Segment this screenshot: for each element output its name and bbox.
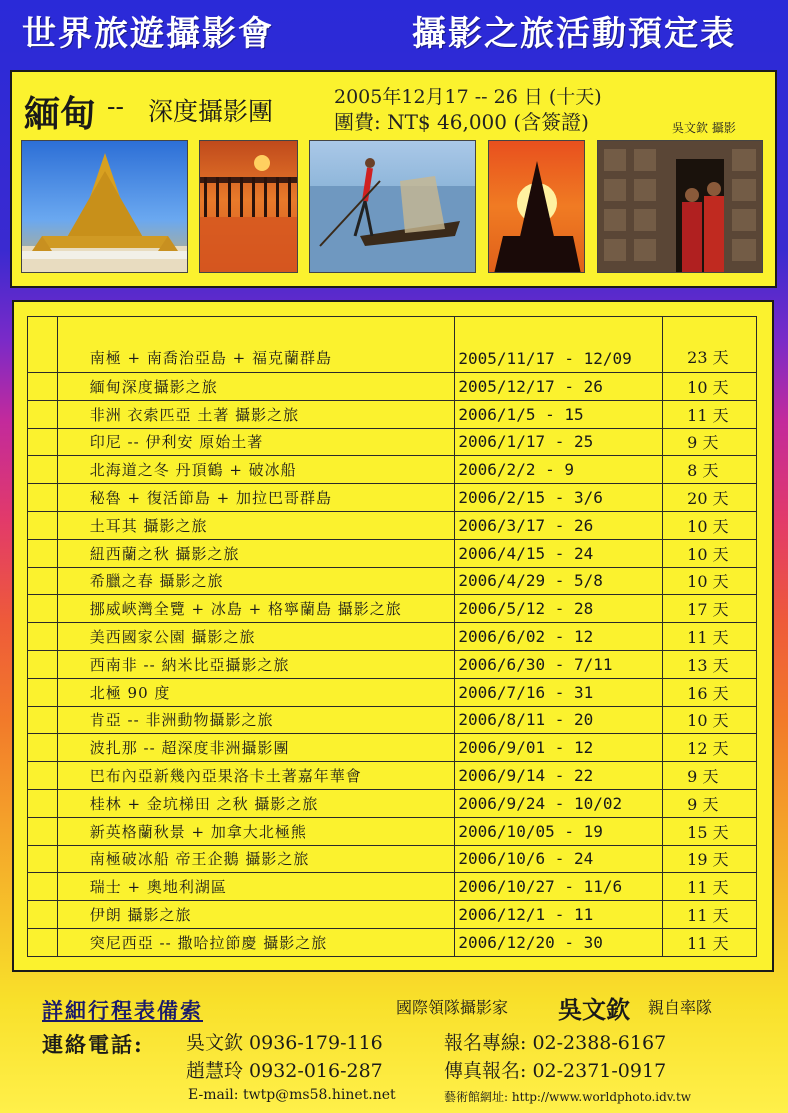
row-marker-cell [28, 817, 58, 845]
row-marker-cell [28, 734, 58, 762]
schedule-row [28, 789, 757, 817]
tour-duration-cell: 9 天 [663, 762, 757, 790]
tour-dates-cell: 2006/4/15 - 24 [455, 539, 663, 567]
tour-name-cell: 西南非 -- 納米比亞攝影之旅 [57, 650, 455, 678]
tour-name-cell: 北海道之冬 丹頂鶴 + 破冰船 [57, 456, 455, 484]
row-marker-cell [28, 373, 58, 401]
tour-dates-cell: 2006/12/20 - 30 [455, 928, 663, 956]
tour-name-cell: 緬甸深度攝影之旅 [57, 373, 455, 401]
schedule-row [28, 623, 757, 651]
schedule-row [28, 928, 757, 956]
schedule-row [28, 873, 757, 901]
photographer-credit: 吳文欽 攝影 [672, 121, 736, 135]
tour-name-cell: 希臘之春 攝影之旅 [57, 567, 455, 595]
tour-duration-cell: 8 天 [663, 456, 757, 484]
tour-dates-cell: 2005/12/17 - 26 [455, 373, 663, 401]
schedule-row [28, 762, 757, 790]
tour-duration-cell: 11 天 [663, 901, 757, 929]
tour-dates-cell: 2006/4/29 - 5/8 [455, 567, 663, 595]
schedule-row [28, 901, 757, 929]
tour-dates-cell: 2006/2/15 - 3/6 [455, 484, 663, 512]
tour-dates-cell: 2006/1/17 - 25 [455, 428, 663, 456]
featured-tour-dates: 2005年12月17 -- 26 日 (十天) [334, 86, 602, 108]
tour-duration-cell: 23 天 [663, 317, 757, 373]
tour-duration-cell: 11 天 [663, 873, 757, 901]
tour-name-cell: 肯亞 -- 非洲動物攝影之旅 [57, 706, 455, 734]
tour-dates-cell: 2006/6/02 - 12 [455, 623, 663, 651]
tour-name-cell: 新英格蘭秋景 + 加拿大北極熊 [57, 817, 455, 845]
row-marker-cell [28, 484, 58, 512]
tour-dates-cell: 2006/9/01 - 12 [455, 734, 663, 762]
bridge-sunset-photo [199, 140, 298, 273]
tour-duration-cell: 10 天 [663, 706, 757, 734]
tour-duration-cell: 11 天 [663, 928, 757, 956]
row-marker-cell [28, 428, 58, 456]
row-marker-cell [28, 789, 58, 817]
row-marker-cell [28, 845, 58, 873]
row-marker-cell [28, 595, 58, 623]
tour-duration-cell: 19 天 [663, 845, 757, 873]
tour-name-cell: 北極 90 度 [57, 678, 455, 706]
leader-name: 吳文欽 [558, 995, 630, 1024]
schedule-row [28, 706, 757, 734]
tour-name-cell: 巴布內亞新幾內亞果洛卡土著嘉年華會 [57, 762, 455, 790]
contact-phone-label: 連絡電話: [42, 1032, 144, 1057]
row-marker-cell [28, 650, 58, 678]
tour-duration-cell: 9 天 [663, 789, 757, 817]
row-marker-cell [28, 317, 58, 373]
schedule-row [28, 373, 757, 401]
leader-suffix: 親自率隊 [648, 998, 713, 1017]
schedule-row [28, 456, 757, 484]
tour-duration-cell: 17 天 [663, 595, 757, 623]
row-marker-cell [28, 678, 58, 706]
schedule-row [28, 817, 757, 845]
golden-pagoda-photo [21, 140, 188, 273]
contact-email[interactable]: E-mail: twtp@ms58.hinet.net [188, 1087, 396, 1103]
row-marker-cell [28, 539, 58, 567]
tour-dates-cell: 2006/9/14 - 22 [455, 762, 663, 790]
temple-sunset-photo [488, 140, 585, 273]
tour-name-cell: 瑞士 + 奧地利湖區 [57, 873, 455, 901]
tour-name-cell: 伊朗 攝影之旅 [57, 901, 455, 929]
tour-name-cell: 紐西蘭之秋 攝影之旅 [57, 539, 455, 567]
row-marker-cell [28, 623, 58, 651]
itinerary-available-heading: 詳細行程表備索 [42, 998, 203, 1023]
tour-name-cell: 波扎那 -- 超深度非洲攝影團 [57, 734, 455, 762]
schedule-row [28, 650, 757, 678]
tour-dates-cell: 2006/1/5 - 15 [455, 400, 663, 428]
featured-tour-subtitle: 深度攝影團 [148, 97, 274, 126]
tour-name-cell: 突尼西亞 -- 撒哈拉節慶 攝影之旅 [57, 928, 455, 956]
tour-duration-cell: 13 天 [663, 650, 757, 678]
tour-dates-cell: 2006/7/16 - 31 [455, 678, 663, 706]
row-marker-cell [28, 873, 58, 901]
featured-tour-title: 緬甸 [24, 93, 97, 135]
schedule-row [28, 539, 757, 567]
tour-duration-cell: 10 天 [663, 567, 757, 595]
schedule-row [28, 484, 757, 512]
row-marker-cell [28, 456, 58, 484]
contact-phone-1: 吳文欽 0936-179-116 [186, 1032, 383, 1054]
tour-dates-cell: 2006/10/27 - 11/6 [455, 873, 663, 901]
fisherman-photo [309, 140, 476, 273]
website-url[interactable]: 藝術館網址: http://www.worldphoto.idv.tw [444, 1090, 692, 1104]
row-marker-cell [28, 511, 58, 539]
tour-duration-cell: 11 天 [663, 623, 757, 651]
schedule-row [28, 567, 757, 595]
registration-hotline: 報名專線: 02-2388-6167 [444, 1032, 667, 1054]
featured-tour-fee: 團費: NT$ 46,000 (含簽證) [334, 110, 589, 134]
tour-name-cell: 非洲 衣索匹亞 土著 攝影之旅 [57, 400, 455, 428]
tour-name-cell: 南極破冰船 帝王企鵝 攝影之旅 [57, 845, 455, 873]
tour-name-cell: 南極 + 南喬治亞島 + 福克蘭群島 [57, 317, 455, 373]
tour-dates-cell: 2006/2/2 - 9 [455, 456, 663, 484]
featured-tour-dash: -- [107, 92, 124, 121]
tour-dates-cell: 2006/3/17 - 26 [455, 511, 663, 539]
schedule-row [28, 595, 757, 623]
tour-name-cell: 印尼 -- 伊利安 原始土著 [57, 428, 455, 456]
tour-name-cell: 秘魯 + 復活節島 + 加拉巴哥群島 [57, 484, 455, 512]
tour-duration-cell: 10 天 [663, 511, 757, 539]
row-marker-cell [28, 901, 58, 929]
tour-dates-cell: 2006/8/11 - 20 [455, 706, 663, 734]
schedule-row [28, 317, 757, 373]
schedule-row [28, 511, 757, 539]
tour-dates-cell: 2006/12/1 - 11 [455, 901, 663, 929]
schedule-row [28, 845, 757, 873]
schedule-row [28, 734, 757, 762]
tour-name-cell: 桂林 + 金坑梯田 之秋 攝影之旅 [57, 789, 455, 817]
tour-name-cell: 挪威峽灣全覽 + 冰島 + 格寧蘭島 攝影之旅 [57, 595, 455, 623]
row-marker-cell [28, 928, 58, 956]
schedule-row [28, 400, 757, 428]
tour-name-cell: 土耳其 攝影之旅 [57, 511, 455, 539]
tour-dates-cell: 2006/6/30 - 7/11 [455, 650, 663, 678]
tour-duration-cell: 10 天 [663, 539, 757, 567]
tour-name-cell: 美西國家公園 攝影之旅 [57, 623, 455, 651]
tour-dates-cell: 2006/10/05 - 19 [455, 817, 663, 845]
tour-duration-cell: 16 天 [663, 678, 757, 706]
tour-duration-cell: 9 天 [663, 428, 757, 456]
tour-duration-cell: 12 天 [663, 734, 757, 762]
schedule-title: 攝影之旅活動預定表 [412, 14, 736, 54]
row-marker-cell [28, 567, 58, 595]
schedule-table [27, 316, 757, 957]
tour-duration-cell: 11 天 [663, 400, 757, 428]
row-marker-cell [28, 706, 58, 734]
tour-duration-cell: 15 天 [663, 817, 757, 845]
schedule-row [28, 428, 757, 456]
tour-dates-cell: 2006/5/12 - 28 [455, 595, 663, 623]
monks-doorway-photo [597, 140, 763, 273]
organization-title: 世界旅遊攝影會 [22, 14, 274, 54]
contact-phone-2: 趙慧玲 0932-016-287 [186, 1060, 383, 1082]
row-marker-cell [28, 400, 58, 428]
schedule-row [28, 678, 757, 706]
tour-dates-cell: 2005/11/17 - 12/09 [455, 317, 663, 373]
tour-dates-cell: 2006/10/6 - 24 [455, 845, 663, 873]
leader-title: 國際領隊攝影家 [396, 998, 509, 1017]
fax-registration: 傳真報名: 02-2371-0917 [444, 1060, 667, 1082]
row-marker-cell [28, 762, 58, 790]
tour-dates-cell: 2006/9/24 - 10/02 [455, 789, 663, 817]
tour-duration-cell: 20 天 [663, 484, 757, 512]
tour-duration-cell: 10 天 [663, 373, 757, 401]
